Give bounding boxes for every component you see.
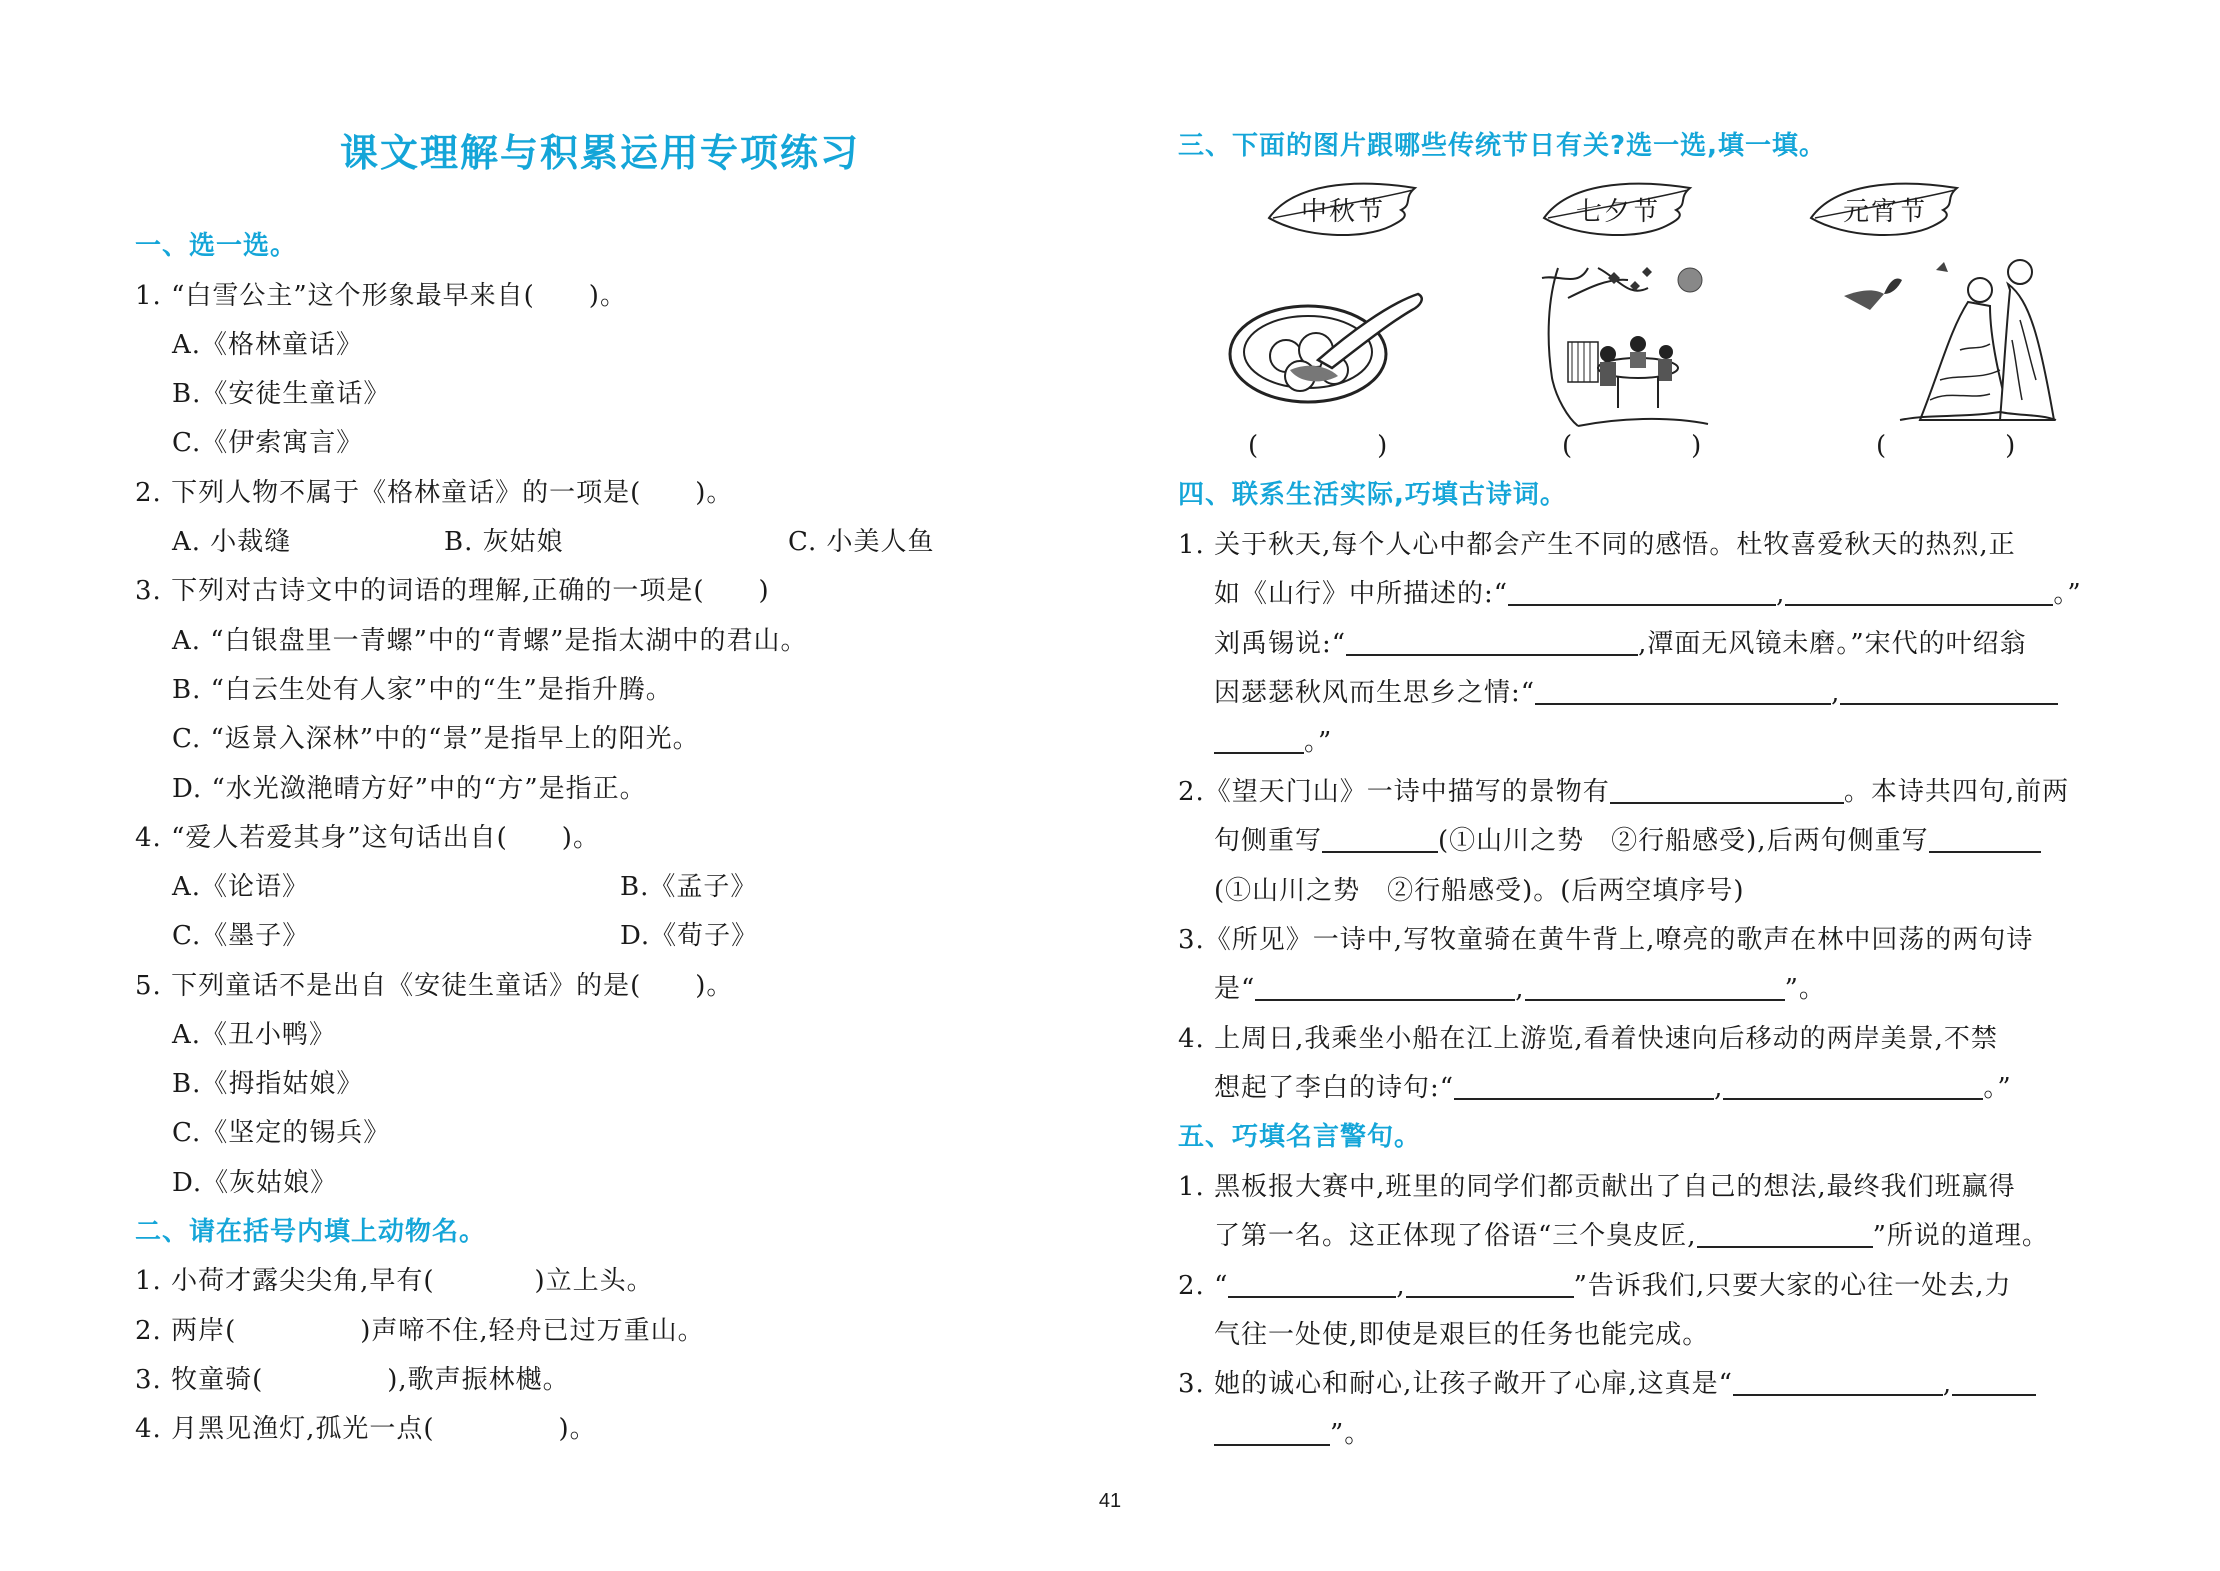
text: ”所说的道理。: [1872, 1221, 2049, 1251]
tangyuan-bowl-image: [1228, 284, 1428, 414]
answer-blank[interactable]: [1228, 1270, 1396, 1298]
answer-blank[interactable]: [1214, 726, 1304, 754]
question-5-3-line-1: [1178, 1366, 2036, 1402]
text: 。本诗共四句,前两: [1843, 777, 2070, 807]
section-2-heading: 二、请在括号内填上动物名。: [135, 1217, 487, 1247]
q1-3-option-c: C. “返景入深林”中的“景”是指早上的阳光。: [172, 724, 700, 754]
question-5-3-line-2: [1214, 1416, 1371, 1452]
q1-2-option-c: C. 小美人鱼: [788, 527, 935, 557]
question-2-3-text: 3. 牧童骑(: [135, 1365, 264, 1395]
answer-blank[interactable]: [1840, 677, 2058, 705]
answer-blank[interactable]: [1255, 973, 1515, 1001]
text: ”告诉我们,只要大家的心往一处去,力: [1573, 1271, 2012, 1301]
question-1-3: 3. 下列对古诗文中的词语的理解,正确的一项是( ): [135, 576, 770, 606]
text: ,: [1714, 1073, 1724, 1103]
question-4-2-line-2: [1214, 823, 2041, 859]
question-2-2: [135, 1313, 705, 1349]
couple-figures-image: [1840, 250, 2060, 430]
answer-blank[interactable]: [1610, 776, 1844, 804]
page-number: 41: [1098, 1490, 1122, 1512]
question-4-1-line-4: [1214, 675, 2058, 711]
question-1-5: 5. 下列童话不是出自《安徒生童话》的是( )。: [135, 971, 734, 1001]
leaf-label-1-text: 中秋节: [1300, 196, 1385, 227]
question-4-1-line-1: 1. 关于秋天,每个人心中都会产生不同的感悟。杜牧喜爱秋天的热烈,正: [1178, 530, 2016, 560]
question-4-3-line-2: [1214, 971, 1826, 1007]
picture-1-answer[interactable]: [1248, 428, 1388, 464]
answer-blank[interactable]: [1733, 1368, 1943, 1396]
answer-blank[interactable]: [1454, 1072, 1714, 1100]
leaf-label-1: [1263, 178, 1423, 240]
q1-2-option-a: A. 小裁缝: [172, 527, 292, 557]
text: ,: [1831, 678, 1841, 708]
paren-open: (: [1876, 431, 1888, 461]
text: 。”: [1304, 727, 1333, 757]
question-1-1: 1. “白雪公主”这个形象最早来自( )。: [135, 281, 627, 311]
question-4-4-line-2: [1214, 1070, 2012, 1106]
question-2-3: [135, 1362, 570, 1398]
question-1-4: 4. “爱人若爱其身”这句话出自( )。: [135, 823, 600, 853]
question-4-4-line-1: 4. 上周日,我乘坐小船在江上游览,看着快速向后移动的两岸美景,不禁: [1178, 1024, 1998, 1054]
paren-close: ): [1691, 431, 1703, 461]
text: 句侧重写: [1214, 826, 1323, 856]
paren-close: ): [1377, 431, 1389, 461]
q1-1-option-a: A.《格林童话》: [172, 330, 364, 360]
text: 因瑟瑟秋风而生思乡之情:“: [1214, 678, 1536, 708]
text: (①山川之势 ②行船感受),后两句侧重写: [1438, 826, 1929, 856]
question-2-1-text-end: )立上头。: [534, 1266, 654, 1296]
answer-blank[interactable]: [1322, 825, 1438, 853]
question-2-2-text: 2. 两岸(: [135, 1316, 237, 1346]
question-5-2-line-2: 气往一处使,即使是艰巨的任务也能完成。: [1214, 1320, 1710, 1350]
answer-blank[interactable]: [1785, 578, 2053, 606]
q1-3-option-b: B. “白云生处有人家”中的“生”是指升腾。: [172, 675, 673, 705]
question-4-1-line-3: [1214, 626, 2027, 662]
text: 2. “: [1178, 1271, 1229, 1301]
answer-blank[interactable]: [1508, 578, 1776, 606]
text: 是“: [1214, 974, 1256, 1004]
answer-blank[interactable]: [1952, 1368, 2036, 1396]
question-2-4-text: 4. 月黑见渔灯,孤光一点(: [135, 1414, 435, 1444]
q1-5-option-d: D.《灰姑娘》: [172, 1168, 338, 1198]
q1-4-option-b: B.《孟子》: [620, 872, 758, 902]
question-2-1-text: 1. 小荷才露尖尖角,早有(: [135, 1266, 435, 1296]
q1-5-option-b: B.《拇指姑娘》: [172, 1069, 364, 1099]
picture-2-answer[interactable]: [1562, 428, 1702, 464]
question-4-1-line-2: [1214, 576, 2082, 612]
q1-5-option-c: C.《坚定的锡兵》: [172, 1118, 391, 1148]
text: ,: [1396, 1271, 1406, 1301]
question-2-2-text-end: )声啼不住,轻舟已过万重山。: [360, 1316, 705, 1346]
leaf-label-3: [1805, 178, 1965, 240]
question-2-3-text-end: ),歌声振林樾。: [387, 1365, 570, 1395]
qixi-family-image: [1538, 258, 1718, 428]
answer-blank[interactable]: [1525, 973, 1785, 1001]
text: ”。: [1330, 1419, 1372, 1449]
text: 3. 她的诚心和耐心,让孩子敞开了心扉,这真是“: [1178, 1369, 1733, 1399]
answer-blank[interactable]: [1723, 1072, 1983, 1100]
question-4-1-line-5: [1214, 724, 1332, 760]
paren-open: (: [1248, 431, 1260, 461]
answer-blank[interactable]: [1214, 1418, 1330, 1446]
picture-3-answer[interactable]: [1876, 428, 2016, 464]
text: ,: [1942, 1369, 1953, 1399]
question-5-2-line-1: [1178, 1268, 2011, 1304]
text: 想起了李白的诗句:“: [1214, 1073, 1455, 1103]
q1-3-option-a: A. “白银盘里一青螺”中的“青螺”是指太湖中的君山。: [172, 626, 808, 656]
page-title: 课文理解与积累运用专项练习: [339, 131, 860, 175]
leaf-label-3-text: 元宵节: [1842, 196, 1927, 227]
question-5-1-line-1: 1. 黑板报大赛中,班里的同学们都贡献出了自己的想法,最终我们班赢得: [1178, 1172, 2016, 1202]
answer-blank[interactable]: [1535, 677, 1831, 705]
q1-3-option-d: D. “水光潋滟晴方好”中的“方”是指正。: [172, 774, 647, 804]
paren-open: (: [1562, 431, 1574, 461]
text: ,: [1776, 579, 1786, 609]
q1-1-option-b: B.《安徒生童话》: [172, 379, 391, 409]
text: 如《山行》中所描述的:“: [1214, 579, 1509, 609]
text: 刘禹锡说:“: [1214, 629, 1347, 659]
question-4-2-line-1: [1178, 774, 2069, 810]
answer-blank[interactable]: [1346, 628, 1638, 656]
q1-1-option-c: C.《伊索寓言》: [172, 428, 364, 458]
text: 了第一名。这正体现了俗语“三个臭皮匠,: [1214, 1221, 1697, 1251]
leaf-label-2-text: 七夕节: [1575, 196, 1660, 227]
answer-blank[interactable]: [1929, 825, 2041, 853]
paren-close: ): [2005, 431, 2017, 461]
question-4-2-line-3: (①山川之势 ②行船感受)。(后两空填序号): [1214, 876, 1745, 906]
question-1-2: 2. 下列人物不属于《格林童话》的一项是( )。: [135, 478, 734, 508]
question-2-4-text-end: )。: [558, 1414, 597, 1444]
q1-5-option-a: A.《丑小鸭》: [172, 1020, 337, 1050]
section-5-heading: 五、巧填名言警句。: [1178, 1122, 1422, 1152]
section-3-heading: 三、下面的图片跟哪些传统节日有关?选一选,填一填。: [1178, 131, 1826, 161]
answer-blank[interactable]: [1697, 1220, 1873, 1248]
text: ,: [1515, 974, 1525, 1004]
question-5-1-line-2: [1214, 1218, 2049, 1254]
q1-2-option-b: B. 灰姑娘: [444, 527, 564, 557]
q1-4-option-c: C.《墨子》: [172, 921, 310, 951]
text: ,潭面无风镜未磨。”宋代的叶绍翁: [1638, 629, 2027, 659]
text: 。”: [2053, 579, 2082, 609]
q1-4-option-d: D.《荀子》: [620, 921, 759, 951]
q1-4-option-a: A.《论语》: [172, 872, 310, 902]
section-1-heading: 一、选一选。: [135, 231, 298, 261]
question-2-1: [135, 1263, 654, 1299]
text: ”。: [1784, 974, 1826, 1004]
leaf-label-2: [1538, 178, 1698, 240]
text: 。”: [1983, 1073, 2012, 1103]
answer-blank[interactable]: [1406, 1270, 1574, 1298]
question-2-4: [135, 1411, 597, 1447]
question-4-3-line-1: 3.《所见》一诗中,写牧童骑在黄牛背上,嘹亮的歌声在林中回荡的两句诗: [1178, 925, 2034, 955]
section-4-heading: 四、联系生活实际,巧填古诗词。: [1178, 480, 1567, 510]
text: 2.《望天门山》一诗中描写的景物有: [1178, 777, 1610, 807]
